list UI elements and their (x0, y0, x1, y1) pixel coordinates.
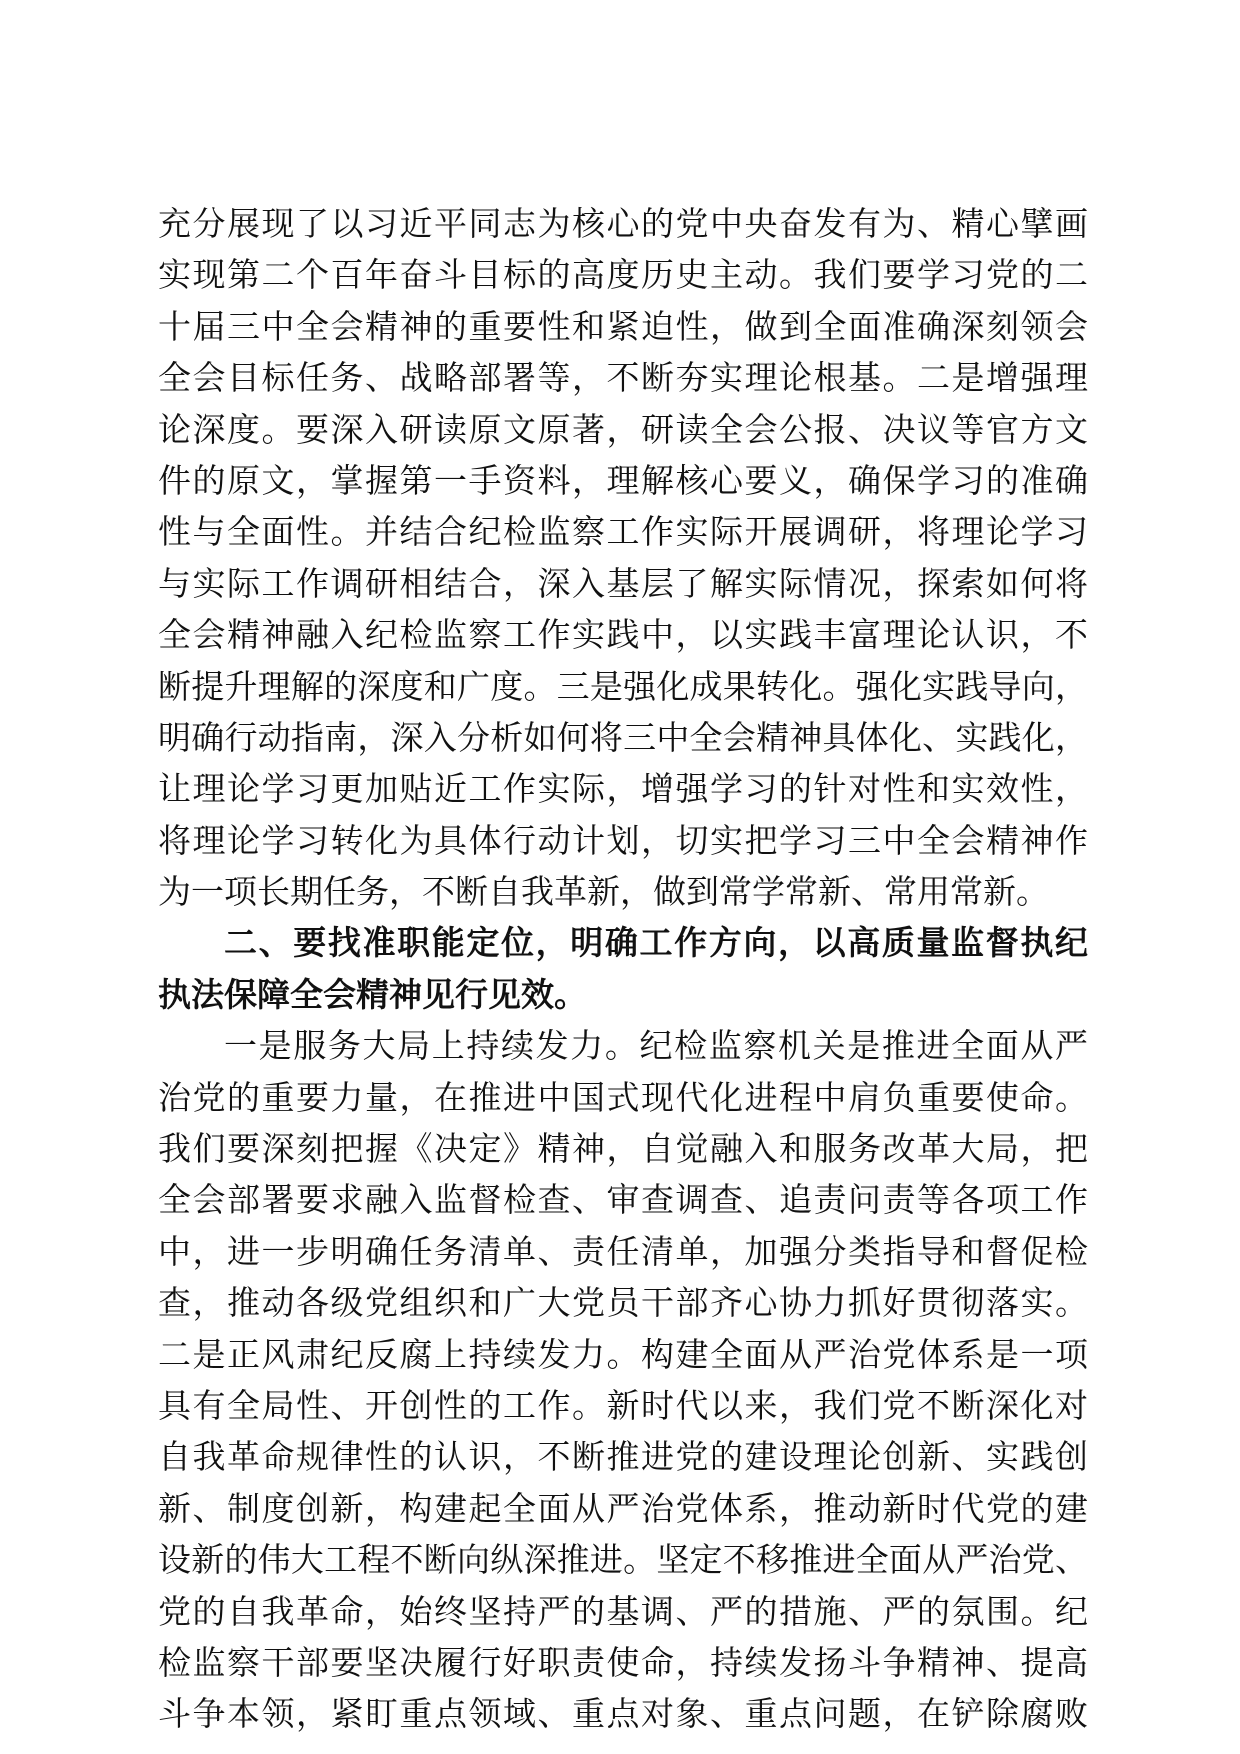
body-text-line: 中，进一步明确任务清单、责任清单，加强分类指导和督促检 (158, 1231, 1088, 1271)
body-text-line: 让理论学习更加贴近工作实际，增强学习的针对性和实效性， (158, 769, 1088, 809)
document-page (158, 198, 1088, 1740)
body-text-line: 检监察干部要坚决履行好职责使命，持续发扬斗争精神、提高 (158, 1642, 1088, 1682)
body-text-line: 设新的伟大工程不断向纵深推进。坚定不移推进全面从严治党、 (158, 1540, 1088, 1580)
body-text-line: 将理论学习转化为具体行动计划，切实把学习三中全会精神作 (158, 820, 1088, 860)
body-text-line: 全会精神融入纪检监察工作实践中，以实践丰富理论认识，不 (158, 615, 1088, 655)
section-heading-line: 二、要找准职能定位，明确工作方向，以高质量监督执纪 (224, 923, 1088, 963)
body-text-line: 治党的重要力量，在推进中国式现代化进程中肩负重要使命。 (158, 1077, 1088, 1117)
body-text-line: 与实际工作调研相结合，深入基层了解实际情况，探索如何将 (158, 563, 1088, 603)
body-text-line: 全会目标任务、战略部署等，不断夯实理论根基。二是增强理 (158, 358, 1088, 398)
body-text-line: 查，推动各级党组织和广大党员干部齐心协力抓好贯彻落实。 (158, 1283, 1088, 1323)
body-text-line: 充分展现了以习近平同志为核心的党中央奋发有为、精心擘画 (158, 204, 1088, 243)
body-text-line: 党的自我革命，始终坚持严的基调、严的措施、严的氛围。纪 (158, 1591, 1088, 1631)
body-text-line: 新、制度创新，构建起全面从严治党体系，推动新时代党的建 (158, 1488, 1088, 1528)
body-text-line: 明确行动指南，深入分析如何将三中全会精神具体化、实践化， (158, 717, 1088, 757)
body-text-line: 为一项长期任务，不断自我革新，做到常学常新、常用常新。 (158, 872, 1049, 912)
body-text-line: 斗争本领，紧盯重点领域、重点对象、重点问题，在铲除腐败 (158, 1694, 1088, 1734)
body-text-line: 断提升理解的深度和广度。三是强化成果转化。强化实践导向， (158, 666, 1088, 706)
body-text-line: 十届三中全会精神的重要性和紧迫性，做到全面准确深刻领会 (158, 306, 1088, 346)
body-text-line: 自我革命规律性的认识，不断推进党的建设理论创新、实践创 (158, 1437, 1088, 1477)
body-text-line: 我们要深刻把握《决定》精神，自觉融入和服务改革大局，把 (158, 1129, 1088, 1169)
body-text-line: 件的原文，掌握第一手资料，理解核心要义，确保学习的准确 (158, 460, 1088, 500)
body-text-line: 论深度。要深入研读原文原著，研读全会公报、决议等官方文 (158, 409, 1088, 449)
body-text-line: 二是正风肃纪反腐上持续发力。构建全面从严治党体系是一项 (158, 1334, 1088, 1374)
body-text-line: 全会部署要求融入监督检查、审查调查、追责问责等各项工作 (158, 1180, 1088, 1220)
body-text-line: 一是服务大局上持续发力。纪检监察机关是推进全面从严 (224, 1026, 1088, 1066)
body-text-line: 实现第二个百年奋斗目标的高度历史主动。我们要学习党的二 (158, 255, 1088, 295)
body-text-line: 性与全面性。并结合纪检监察工作实际开展调研，将理论学习 (158, 512, 1088, 552)
body-text-line: 具有全局性、开创性的工作。新时代以来，我们党不断深化对 (158, 1385, 1088, 1425)
section-heading-line: 执法保障全会精神见行见效。 (158, 974, 587, 1014)
